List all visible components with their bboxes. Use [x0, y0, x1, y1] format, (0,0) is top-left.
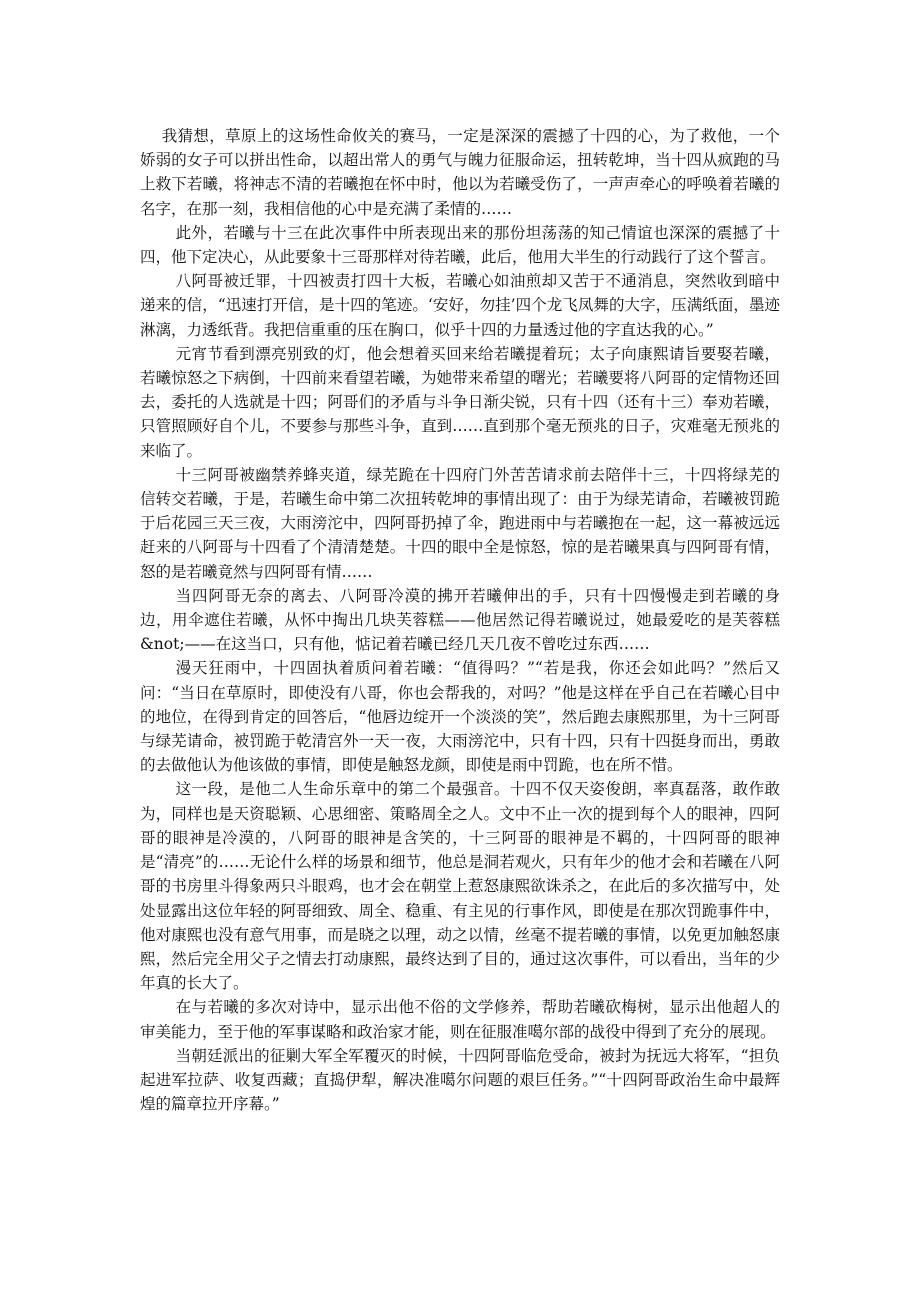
paragraph-4: 元宵节看到漂亮别致的灯，他会想着买回来给若曦提着玩；太子向康熙请旨要娶若曦，若曦惊怒之下病倒，十四前来看望若曦，为她带来希望的曙光；若曦要将八阿哥的定情物还回去，委托的人选就是十四；阿哥们的矛盾与斗争日渐尖锐，只有十四（还有十三）奉劝若曦，只管照顾好自个儿，不要参与那些斗争，直到……直到那个毫无预兆的日子，灾难毫无预兆的来临了。 [140, 344, 780, 460]
paragraph-8: 这一段，是他二人生命乐章中的第二个最强音。十四不仅天姿俊朗，率真磊落，敢作敢为，同样也是天资聪颖、心思细密、策略周全之人。文中不止一次的提到每个人的眼神，四阿哥的眼神是冷漠的，八阿哥的眼神是含笑的，十三阿哥的眼神是不羁的，十四阿哥的眼神是“清亮”的……无论什么样的场景和细节，他总是洞若观火，只有年少的他才会和若曦在八阿哥的书房里斗得象两只斗眼鸡，也才会在朝堂上惹怒康熙欲诛杀之，在此后的多次描写中，处处显露出这位年轻的阿哥细致、周全、稳重、有主见的行事作风，即使是在那次罚跪事件中，他对康熙也没有意气用事，而是晓之以理，动之以情，丝毫不提若曦的事情，以免更加触怒康熙，然后完全用父子之情去打动康熙，最终达到了目的，通过这次事件，可以看出，当年的少年真的长大了。 [140, 780, 780, 993]
document-body [140, 124, 780, 1116]
paragraph-5: 十三阿哥被幽禁养蜂夹道，绿芜跪在十四府门外苦苦请求前去陪伴十三，十四将绿芜的信转交若曦，于是，若曦生命中第二次扭转乾坤的事情出现了：由于为绿芜请命，若曦被罚跪于后花园三天三夜，大雨滂沱中，四阿哥扔掉了伞，跑进雨中与若曦抱在一起，这一幕被远远赶来的八阿哥与十四看了个清清楚楚。十四的眼中全是惊怒，惊的是若曦果真与四阿哥有情，怒的是若曦竟然与四阿哥有情…… [140, 465, 780, 581]
paragraph-2: 此外，若曦与十三在此次事件中所表现出来的那份坦荡荡的知己情谊也深深的震撼了十四，他下定决心，从此要象十三哥那样对待若曦，此后，他用大半生的行动践行了这个誓言。 [140, 223, 780, 267]
paragraph-3: 八阿哥被迁罪，十四被责打四十大板，若曦心如油煎却又苦于不通消息，突然收到暗中递来的信，“迅速打开信，是十四的笔迹。‘安好，勿挂’四个龙飞凤舞的大字，压满纸面，墨迹淋漓，力透纸背。我把信重重的压在胸口，似乎十四的力量透过他的字直达我的心。” [140, 272, 780, 339]
paragraph-7: 漫天狂雨中，十四固执着质问着若曦：“值得吗？”“若是我，你还会如此吗？”然后又问：“当日在草原时，即使没有八哥，你也会帮我的，对吗？”他是这样在乎自己在若曦心目中的地位，在得到肯定的回答后，“他唇边绽开一个淡淡的笑”，然后跑去康熙那里，为十三阿哥与绿芜请命，被罚跪于乾清宫外一天一夜，大雨滂沱中，只有十四，只有十四挺身而出，勇敢的去做他认为他该做的事情，即使是触怒龙颜，即使是雨中罚跪，也在所不惜。 [140, 659, 780, 775]
paragraph-9: 在与若曦的多次对诗中，显示出他不俗的文学修养，帮助若曦砍梅树，显示出他超人的审美能力，至于他的军事谋略和政治家才能，则在征服准噶尔部的战役中得到了充分的展现。 [140, 998, 780, 1041]
paragraph-1: 我猜想，草原上的这场性命攸关的赛马，一定是深深的震撼了十四的心，为了救他，一个娇弱的女子可以拼出性命，以超出常人的勇气与魄力征服命运，扭转乾坤，当十四从疯跑的马上救下若曦，将神志不清的若曦抱在怀中时，他以为若曦受伤了，一声声牵心的呼唤着若曦的名字，在那一刻，我相信他的心中是充满了柔情的…… [140, 127, 780, 218]
paragraph-10: 当朝廷派出的征剿大军全军覆灭的时候，十四阿哥临危受命，被封为抚远大将军，“担负起进军拉萨、收复西藏；直捣伊犁，解决准噶尔问题的艰巨任务。”“十四阿哥政治生命中最辉煌的篇章拉开序幕。” [140, 1046, 780, 1114]
paragraph-6: 当四阿哥无奈的离去、八阿哥冷漠的拂开若曦伸出的手，只有十四慢慢走到若曦的身边，用伞遮住若曦，从怀中掏出几块芙蓉糕——他居然记得若曦说过，她最爱吃的是芙蓉糕&not;——在这当口，只有他，惦记着若曦已经几天几夜不曾吃过东西…… [140, 586, 780, 654]
